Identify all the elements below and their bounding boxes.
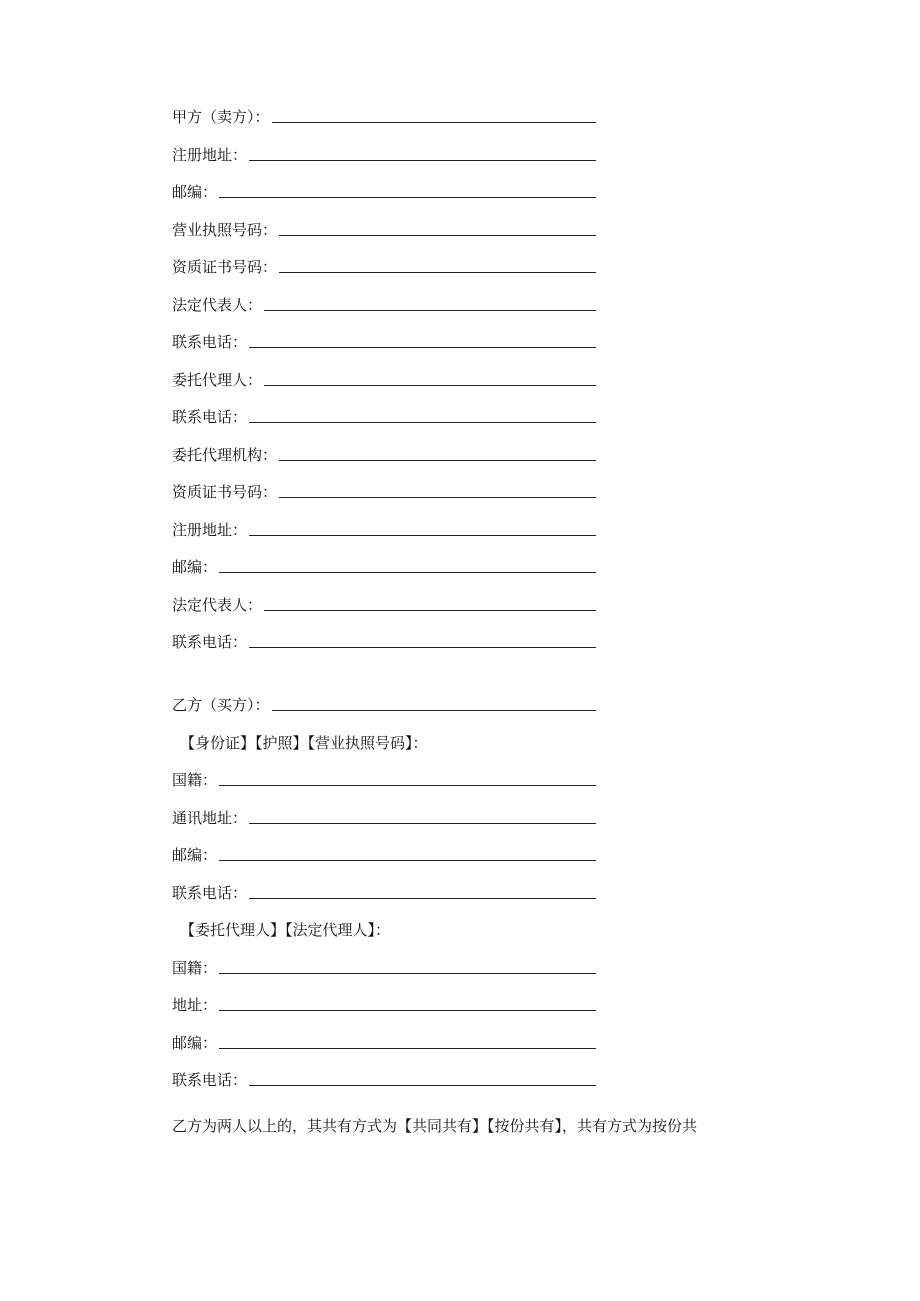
field-label: 联系电话： xyxy=(172,408,248,426)
field-label: 资质证书号码： xyxy=(172,483,278,501)
seller-field-row xyxy=(172,213,596,239)
field-label: 国籍： xyxy=(172,771,218,789)
field-label: 法定代表人： xyxy=(172,296,263,314)
seller-heading-row xyxy=(172,100,596,126)
seller-field-row xyxy=(172,588,596,614)
field-label: 国籍： xyxy=(172,959,218,977)
field-label: 邮编： xyxy=(172,1034,218,1052)
buyer-agent-field-row xyxy=(172,1026,596,1052)
seller-field-row xyxy=(172,363,596,389)
seller-field-row xyxy=(172,325,596,351)
seller-name-blank[interactable] xyxy=(272,121,596,123)
buyer-id-types: 【身份证】【护照】【营业执照号码】： xyxy=(180,734,428,752)
seller-field-row xyxy=(172,625,596,651)
seller-field-row xyxy=(172,550,596,576)
fill-in-blank[interactable] xyxy=(249,646,596,648)
fill-in-blank[interactable] xyxy=(279,496,596,498)
seller-field-row xyxy=(172,438,596,464)
field-label: 联系电话： xyxy=(172,333,248,351)
fill-in-blank[interactable] xyxy=(219,571,596,573)
buyer-agent-field-row xyxy=(172,1063,596,1089)
seller-field-row xyxy=(172,288,596,314)
seller-field-row xyxy=(172,250,596,276)
field-label: 法定代表人： xyxy=(172,596,263,614)
field-label: 通讯地址： xyxy=(172,809,248,827)
fill-in-blank[interactable] xyxy=(264,309,596,311)
buyer-agent-types: 【委托代理人】【法定代理人】： xyxy=(180,921,391,939)
ownership-clause: 乙方为两人以上的，其共有方式为【共同共有】【按份共有】，共有方式为按份共 xyxy=(172,1117,698,1135)
buyer-heading: 乙方（买方）： xyxy=(172,696,270,714)
fill-in-blank[interactable] xyxy=(219,784,596,786)
fill-in-blank[interactable] xyxy=(264,609,596,611)
field-label: 委托代理机构： xyxy=(172,446,278,464)
fill-in-blank[interactable] xyxy=(264,384,596,386)
seller-field-row xyxy=(172,513,596,539)
field-label: 联系电话： xyxy=(172,1071,248,1089)
buyer-name-blank[interactable] xyxy=(272,709,596,711)
seller-field-row xyxy=(172,400,596,426)
seller-heading: 甲方（卖方）： xyxy=(172,108,270,126)
field-label: 邮编： xyxy=(172,183,218,201)
fill-in-blank[interactable] xyxy=(249,159,596,161)
fill-in-blank[interactable] xyxy=(219,859,596,861)
fill-in-blank[interactable] xyxy=(279,459,596,461)
field-label: 地址： xyxy=(172,996,218,1014)
field-label: 联系电话： xyxy=(172,633,248,651)
field-label: 注册地址： xyxy=(172,521,248,539)
fill-in-blank[interactable] xyxy=(249,346,596,348)
seller-field-row xyxy=(172,475,596,501)
fill-in-blank[interactable] xyxy=(249,421,596,423)
buyer-agent-field-row xyxy=(172,951,596,977)
field-label: 注册地址： xyxy=(172,146,248,164)
fill-in-blank[interactable] xyxy=(219,1047,596,1049)
fill-in-blank[interactable] xyxy=(249,897,596,899)
buyer-field-row xyxy=(172,801,596,827)
fill-in-blank[interactable] xyxy=(219,196,596,198)
fill-in-blank[interactable] xyxy=(249,822,596,824)
field-label: 营业执照号码： xyxy=(172,221,278,239)
fill-in-blank[interactable] xyxy=(249,1084,596,1086)
buyer-field-row xyxy=(172,876,596,902)
field-label: 资质证书号码： xyxy=(172,258,278,276)
field-label: 邮编： xyxy=(172,846,218,864)
fill-in-blank[interactable] xyxy=(219,972,596,974)
buyer-field-row xyxy=(172,838,596,864)
fill-in-blank[interactable] xyxy=(219,1009,596,1011)
field-label: 邮编： xyxy=(172,558,218,576)
fill-in-blank[interactable] xyxy=(249,534,596,536)
seller-field-row xyxy=(172,138,596,164)
buyer-agent-field-row xyxy=(172,988,596,1014)
buyer-heading-row xyxy=(172,688,596,714)
fill-in-blank[interactable] xyxy=(279,234,596,236)
field-label: 委托代理人： xyxy=(172,371,263,389)
buyer-field-row xyxy=(172,763,596,789)
field-label: 联系电话： xyxy=(172,884,248,902)
fill-in-blank[interactable] xyxy=(279,271,596,273)
seller-field-row xyxy=(172,175,596,201)
